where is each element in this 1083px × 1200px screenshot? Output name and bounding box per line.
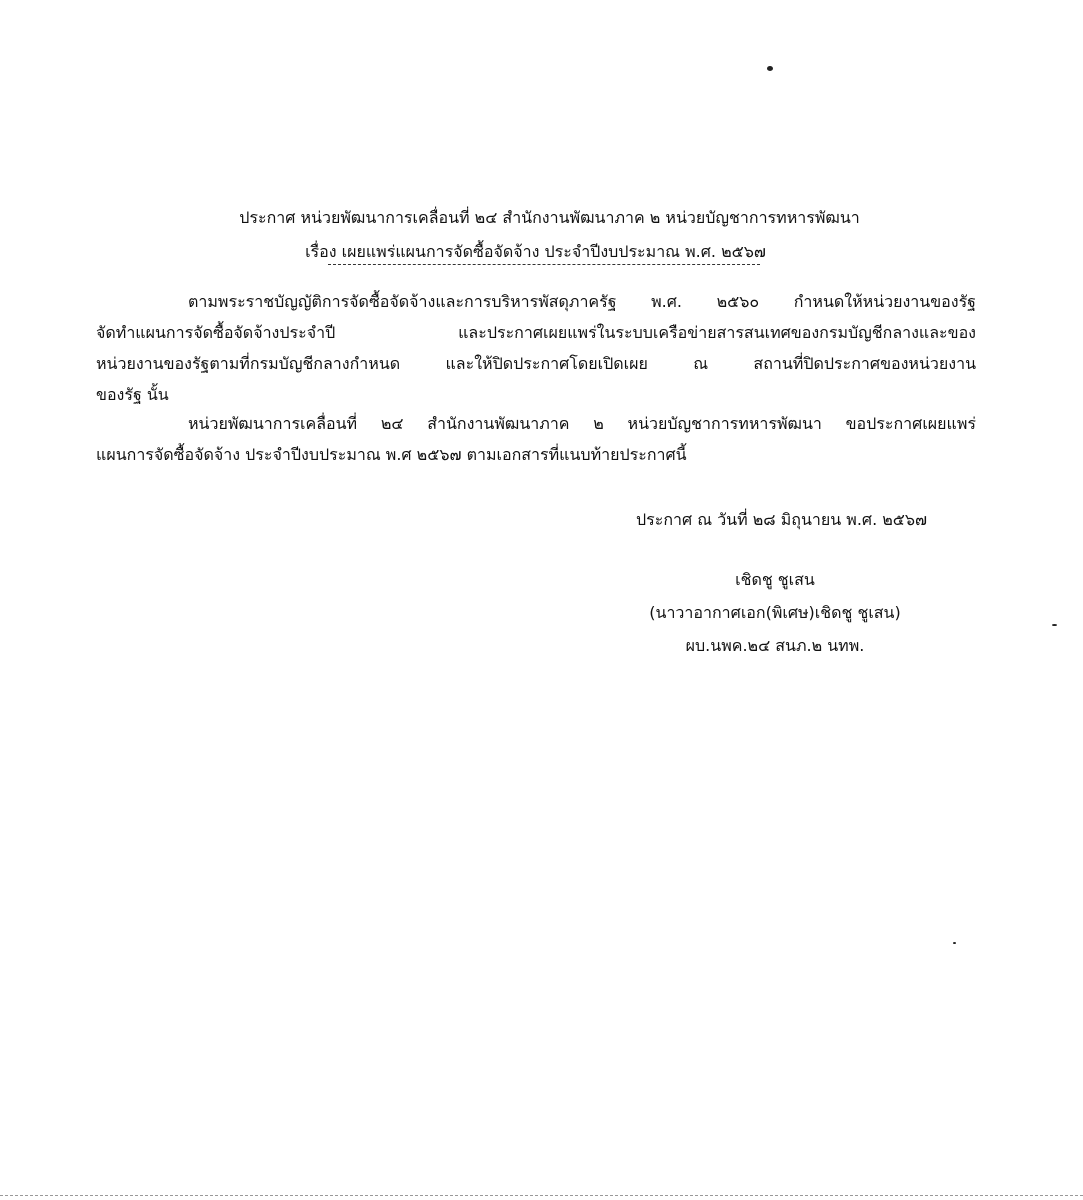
paragraph-line: หน่วยพัฒนาการเคลื่อนที่ ๒๔ สำนักงานพัฒนาภาค ๒ หน่วยบัญชาการทหารพัฒนา ขอประกาศเผยแพร่ [188, 414, 976, 433]
body-paragraph-2 [96, 408, 976, 470]
paragraph-line: ตามพระราชบัญญัติการจัดซื้อจัดจ้างและการบริหารพัสดุภาครัฐ พ.ศ. ๒๕๖๐ กำหนดให้หน่วยงานของรัฐ [188, 292, 976, 311]
body-paragraph-1 [96, 286, 976, 410]
scan-speck [953, 942, 956, 944]
paragraph-line: ของรัฐ นั้น [96, 385, 169, 404]
scan-speck [1052, 624, 1057, 626]
signature-name: เชิดชู ชูเสน [735, 570, 815, 589]
announcement-heading: ประกาศ หน่วยพัฒนาการเคลื่อนที่ ๒๔ สำนักงานพัฒนาภาค ๒ หน่วยบัญชาการทหารพัฒนา [239, 208, 860, 227]
header-divider [328, 264, 760, 265]
paragraph-line: หน่วยงานของรัฐตามที่กรมบัญชีกลางกำหนด และให้ปิดประกาศโดยเปิดเผย ณ สถานที่ปิดประกาศของหน่วยงาน [96, 354, 976, 373]
announcement-date: ประกาศ ณ วันที่ ๒๘ มิถุนายน พ.ศ. ๒๕๖๗ [636, 510, 928, 529]
paragraph-line: จัดทำแผนการจัดซื้อจัดจ้างประจำปี และประกาศเผยแพร่ในระบบเครือข่ายสารสนเทศของกรมบัญชีกลางและของ [96, 323, 976, 342]
signatory-title: ผบ.นพค.๒๔ สนภ.๒ นทพ. [685, 636, 865, 655]
scan-speck [767, 66, 773, 71]
announcement-subject: เรื่อง เผยแพร่แผนการจัดซื้อจัดจ้าง ประจำปีงบประมาณ พ.ศ. ๒๕๖๗ [305, 242, 766, 261]
signatory-full-name: (นาวาอากาศเอก(พิเศษ)เชิดชู ชูเสน) [649, 603, 901, 622]
paragraph-line: แผนการจัดซื้อจัดจ้าง ประจำปีงบประมาณ พ.ศ ๒๕๖๗ ตามเอกสารที่แนบท้ายประกาศนี้ [96, 445, 687, 464]
scan-bottom-edge [0, 1195, 1083, 1196]
